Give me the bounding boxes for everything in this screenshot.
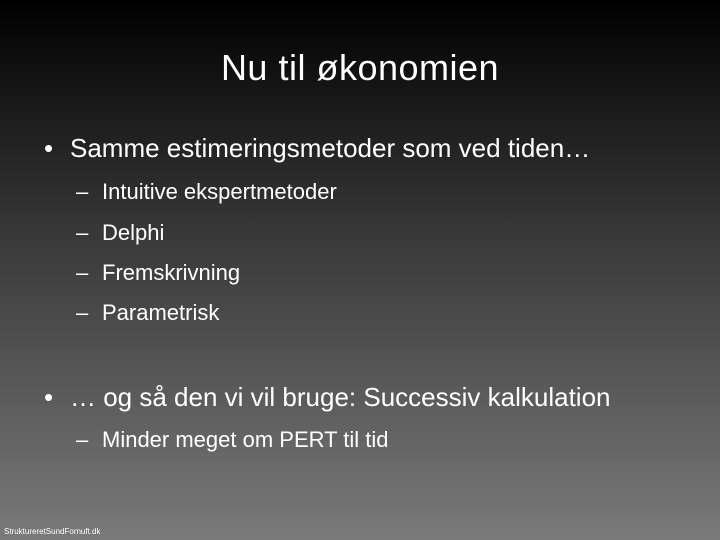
sub-bullet-item: [76, 426, 389, 454]
sub-bullet-marker: –: [76, 220, 89, 245]
sub-bullet-item: [76, 178, 337, 206]
bullet-marker: •: [44, 382, 54, 412]
sub-bullet-marker: –: [76, 300, 89, 325]
footer-text: StruktureretSundFornuft.dk: [4, 527, 101, 536]
sub-bullet-text: Intuitive ekspertmetoder: [102, 179, 337, 204]
sub-bullet-item: [76, 219, 164, 247]
sub-bullet-item: [76, 299, 219, 327]
bullet-item: [44, 381, 611, 413]
sub-bullet-text: Fremskrivning: [102, 260, 241, 285]
slide-title: Nu til økonomien: [220, 47, 500, 88]
sub-bullet-marker: –: [76, 427, 89, 452]
sub-bullet-text: Parametrisk: [102, 300, 220, 325]
sub-bullet-text: Minder meget om PERT til tid: [102, 427, 389, 452]
sub-bullet-marker: –: [76, 179, 89, 204]
sub-bullet-item: [76, 259, 240, 287]
bullet-item: [44, 132, 590, 164]
bullet-text: … og så den vi vil bruge: Successiv kalkulation: [70, 382, 611, 412]
bullet-text: Samme estimeringsmetoder som ved tiden…: [70, 133, 591, 163]
sub-bullet-marker: –: [76, 260, 89, 285]
bullet-marker: •: [44, 133, 54, 163]
sub-bullet-text: Delphi: [102, 220, 165, 245]
